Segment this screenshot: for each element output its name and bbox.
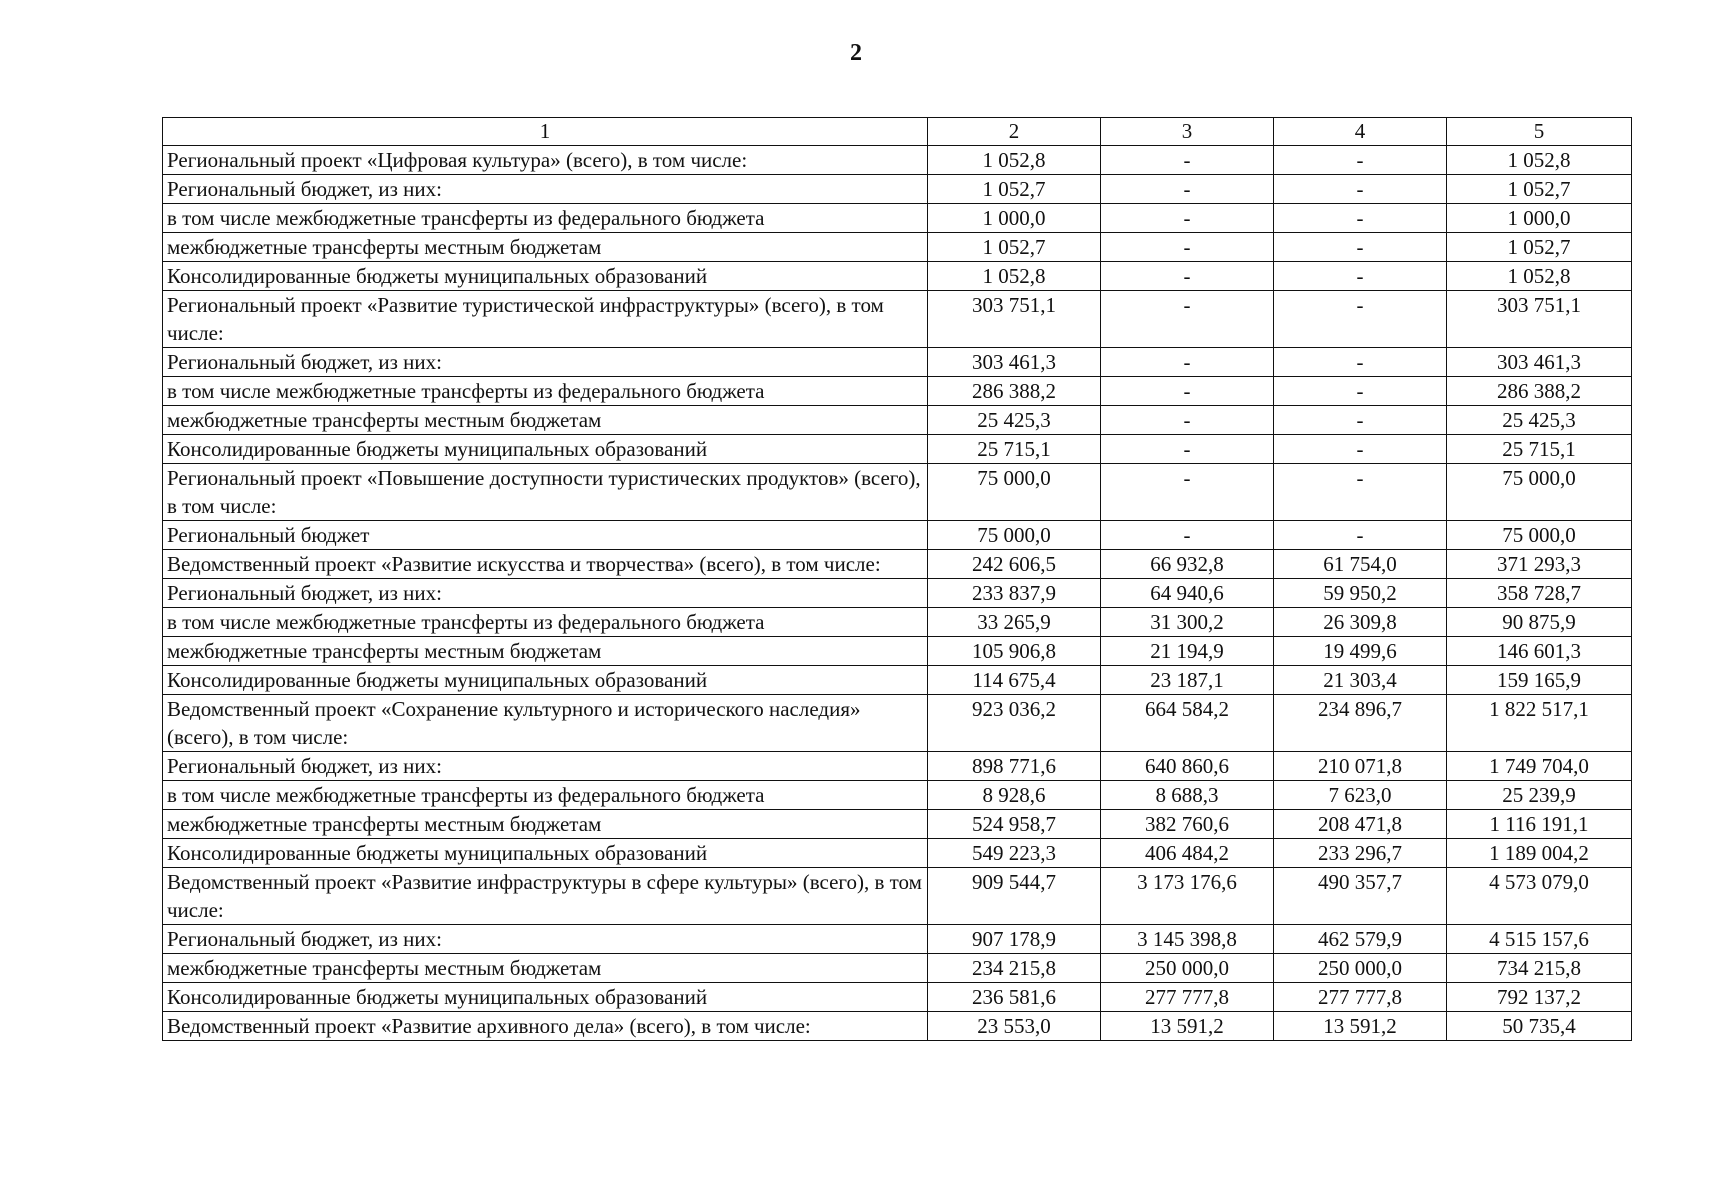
cell-value-col3: - <box>1101 204 1274 233</box>
cell-value-col5: 286 388,2 <box>1447 377 1632 406</box>
cell-value-col4: 7 623,0 <box>1274 781 1447 810</box>
cell-value-col5: 159 165,9 <box>1447 666 1632 695</box>
cell-value-col2: 114 675,4 <box>928 666 1101 695</box>
cell-value-col2: 33 265,9 <box>928 608 1101 637</box>
cell-value-col3: 64 940,6 <box>1101 579 1274 608</box>
row-label: в том числе межбюджетные трансферты из федерального бюджета <box>163 781 928 810</box>
budget-table <box>162 117 1632 1041</box>
cell-value-col4: 59 950,2 <box>1274 579 1447 608</box>
cell-value-col2: 75 000,0 <box>928 464 1101 521</box>
cell-value-col4: - <box>1274 521 1447 550</box>
row-label: Региональный бюджет, из них: <box>163 175 928 204</box>
cell-value-col2: 923 036,2 <box>928 695 1101 752</box>
row-label: Ведомственный проект «Развитие архивного дела» (всего), в том числе: <box>163 1012 928 1041</box>
table-row <box>163 637 1632 666</box>
row-label: Консолидированные бюджеты муниципальных образований <box>163 435 928 464</box>
cell-value-col3: - <box>1101 291 1274 348</box>
row-label: Региональный проект «Повышение доступности туристических продуктов» (всего), в том числе: <box>163 464 928 521</box>
table-row <box>163 781 1632 810</box>
cell-value-col2: 1 052,8 <box>928 146 1101 175</box>
cell-value-col4: 208 471,8 <box>1274 810 1447 839</box>
cell-value-col4: 61 754,0 <box>1274 550 1447 579</box>
cell-value-col3: - <box>1101 233 1274 262</box>
cell-value-col4: 233 296,7 <box>1274 839 1447 868</box>
cell-value-col4: - <box>1274 377 1447 406</box>
cell-value-col5: 25 715,1 <box>1447 435 1632 464</box>
cell-value-col3: - <box>1101 377 1274 406</box>
cell-value-col2: 909 544,7 <box>928 868 1101 925</box>
row-label: межбюджетные трансферты местным бюджетам <box>163 406 928 435</box>
cell-value-col5: 50 735,4 <box>1447 1012 1632 1041</box>
row-label: Ведомственный проект «Развитие инфраструктуры в сфере культуры» (всего), в том числе: <box>163 868 928 925</box>
row-label: в том числе межбюджетные трансферты из федерального бюджета <box>163 204 928 233</box>
cell-value-col2: 25 715,1 <box>928 435 1101 464</box>
table-row <box>163 983 1632 1012</box>
column-header: 4 <box>1274 118 1447 146</box>
cell-value-col4: 490 357,7 <box>1274 868 1447 925</box>
cell-value-col5: 1 189 004,2 <box>1447 839 1632 868</box>
row-label: Региональный бюджет, из них: <box>163 579 928 608</box>
cell-value-col2: 25 425,3 <box>928 406 1101 435</box>
table-row <box>163 1012 1632 1041</box>
cell-value-col5: 303 751,1 <box>1447 291 1632 348</box>
cell-value-col5: 25 425,3 <box>1447 406 1632 435</box>
cell-value-col5: 146 601,3 <box>1447 637 1632 666</box>
cell-value-col2: 233 837,9 <box>928 579 1101 608</box>
cell-value-col2: 8 928,6 <box>928 781 1101 810</box>
cell-value-col4: - <box>1274 262 1447 291</box>
row-label: межбюджетные трансферты местным бюджетам <box>163 954 928 983</box>
cell-value-col3: - <box>1101 521 1274 550</box>
cell-value-col5: 1 822 517,1 <box>1447 695 1632 752</box>
cell-value-col5: 358 728,7 <box>1447 579 1632 608</box>
row-label: Консолидированные бюджеты муниципальных образований <box>163 983 928 1012</box>
cell-value-col4: - <box>1274 291 1447 348</box>
cell-value-col5: 1 052,7 <box>1447 175 1632 204</box>
row-label: Региональный бюджет <box>163 521 928 550</box>
cell-value-col4: 277 777,8 <box>1274 983 1447 1012</box>
table-row <box>163 146 1632 175</box>
row-label: межбюджетные трансферты местным бюджетам <box>163 233 928 262</box>
cell-value-col4: - <box>1274 464 1447 521</box>
row-label: Региональный бюджет, из них: <box>163 752 928 781</box>
column-header: 5 <box>1447 118 1632 146</box>
page-number: 2 <box>850 40 862 66</box>
table-row <box>163 521 1632 550</box>
row-label: Региональный проект «Цифровая культура» (всего), в том числе: <box>163 146 928 175</box>
cell-value-col2: 75 000,0 <box>928 521 1101 550</box>
cell-value-col3: 8 688,3 <box>1101 781 1274 810</box>
cell-value-col5: 734 215,8 <box>1447 954 1632 983</box>
cell-value-col2: 23 553,0 <box>928 1012 1101 1041</box>
cell-value-col3: 277 777,8 <box>1101 983 1274 1012</box>
cell-value-col4: - <box>1274 204 1447 233</box>
cell-value-col4: - <box>1274 406 1447 435</box>
cell-value-col2: 303 751,1 <box>928 291 1101 348</box>
table-row <box>163 752 1632 781</box>
row-label: Консолидированные бюджеты муниципальных образований <box>163 839 928 868</box>
table-header-row <box>163 118 1632 146</box>
row-label: Региональный бюджет, из них: <box>163 925 928 954</box>
row-label: Консолидированные бюджеты муниципальных образований <box>163 262 928 291</box>
row-label: межбюджетные трансферты местным бюджетам <box>163 810 928 839</box>
column-header: 1 <box>163 118 928 146</box>
table-row <box>163 550 1632 579</box>
cell-value-col2: 236 581,6 <box>928 983 1101 1012</box>
table-row <box>163 175 1632 204</box>
table-row <box>163 406 1632 435</box>
table-row <box>163 204 1632 233</box>
cell-value-col5: 1 000,0 <box>1447 204 1632 233</box>
cell-value-col2: 242 606,5 <box>928 550 1101 579</box>
cell-value-col2: 1 052,7 <box>928 175 1101 204</box>
cell-value-col4: - <box>1274 348 1447 377</box>
row-label: Региональный бюджет, из них: <box>163 348 928 377</box>
cell-value-col5: 1 749 704,0 <box>1447 752 1632 781</box>
table-row <box>163 291 1632 348</box>
cell-value-col2: 524 958,7 <box>928 810 1101 839</box>
cell-value-col3: 382 760,6 <box>1101 810 1274 839</box>
cell-value-col5: 4 573 079,0 <box>1447 868 1632 925</box>
cell-value-col3: - <box>1101 406 1274 435</box>
cell-value-col4: 21 303,4 <box>1274 666 1447 695</box>
cell-value-col2: 1 052,8 <box>928 262 1101 291</box>
row-label: в том числе межбюджетные трансферты из федерального бюджета <box>163 608 928 637</box>
table-row <box>163 666 1632 695</box>
cell-value-col3: 3 173 176,6 <box>1101 868 1274 925</box>
cell-value-col3: 250 000,0 <box>1101 954 1274 983</box>
table-row <box>163 435 1632 464</box>
table-row <box>163 810 1632 839</box>
cell-value-col4: - <box>1274 175 1447 204</box>
cell-value-col5: 1 116 191,1 <box>1447 810 1632 839</box>
cell-value-col3: - <box>1101 435 1274 464</box>
cell-value-col4: 234 896,7 <box>1274 695 1447 752</box>
cell-value-col2: 286 388,2 <box>928 377 1101 406</box>
cell-value-col3: 664 584,2 <box>1101 695 1274 752</box>
cell-value-col3: - <box>1101 262 1274 291</box>
cell-value-col4: 210 071,8 <box>1274 752 1447 781</box>
cell-value-col2: 234 215,8 <box>928 954 1101 983</box>
cell-value-col5: 25 239,9 <box>1447 781 1632 810</box>
row-label: Ведомственный проект «Развитие искусства и творчества» (всего), в том числе: <box>163 550 928 579</box>
cell-value-col3: - <box>1101 146 1274 175</box>
cell-value-col3: 31 300,2 <box>1101 608 1274 637</box>
cell-value-col4: 462 579,9 <box>1274 925 1447 954</box>
cell-value-col2: 549 223,3 <box>928 839 1101 868</box>
cell-value-col5: 303 461,3 <box>1447 348 1632 377</box>
table-row <box>163 348 1632 377</box>
cell-value-col3: 3 145 398,8 <box>1101 925 1274 954</box>
table-row <box>163 695 1632 752</box>
table-row <box>163 579 1632 608</box>
cell-value-col5: 1 052,8 <box>1447 262 1632 291</box>
table-row <box>163 608 1632 637</box>
cell-value-col3: 23 187,1 <box>1101 666 1274 695</box>
cell-value-col2: 303 461,3 <box>928 348 1101 377</box>
cell-value-col4: 13 591,2 <box>1274 1012 1447 1041</box>
cell-value-col5: 792 137,2 <box>1447 983 1632 1012</box>
cell-value-col4: - <box>1274 435 1447 464</box>
cell-value-col3: 66 932,8 <box>1101 550 1274 579</box>
cell-value-col5: 1 052,7 <box>1447 233 1632 262</box>
row-label: Ведомственный проект «Сохранение культурного и исторического наследия» (всего), в том числе: <box>163 695 928 752</box>
cell-value-col3: - <box>1101 175 1274 204</box>
cell-value-col5: 90 875,9 <box>1447 608 1632 637</box>
cell-value-col2: 1 000,0 <box>928 204 1101 233</box>
column-header: 3 <box>1101 118 1274 146</box>
row-label: в том числе межбюджетные трансферты из федерального бюджета <box>163 377 928 406</box>
cell-value-col3: 21 194,9 <box>1101 637 1274 666</box>
cell-value-col4: - <box>1274 146 1447 175</box>
table-row <box>163 868 1632 925</box>
table-row <box>163 377 1632 406</box>
table-row <box>163 839 1632 868</box>
cell-value-col5: 75 000,0 <box>1447 521 1632 550</box>
table-row <box>163 464 1632 521</box>
row-label: Региональный проект «Развитие туристической инфраструктуры» (всего), в том числе: <box>163 291 928 348</box>
cell-value-col5: 1 052,8 <box>1447 146 1632 175</box>
cell-value-col4: 26 309,8 <box>1274 608 1447 637</box>
cell-value-col3: - <box>1101 348 1274 377</box>
cell-value-col2: 907 178,9 <box>928 925 1101 954</box>
cell-value-col2: 898 771,6 <box>928 752 1101 781</box>
cell-value-col3: 640 860,6 <box>1101 752 1274 781</box>
cell-value-col2: 105 906,8 <box>928 637 1101 666</box>
table-row <box>163 262 1632 291</box>
row-label: межбюджетные трансферты местным бюджетам <box>163 637 928 666</box>
column-header: 2 <box>928 118 1101 146</box>
cell-value-col3: - <box>1101 464 1274 521</box>
cell-value-col4: 19 499,6 <box>1274 637 1447 666</box>
table-row <box>163 954 1632 983</box>
cell-value-col4: - <box>1274 233 1447 262</box>
row-label: Консолидированные бюджеты муниципальных образований <box>163 666 928 695</box>
cell-value-col5: 75 000,0 <box>1447 464 1632 521</box>
cell-value-col2: 1 052,7 <box>928 233 1101 262</box>
cell-value-col5: 371 293,3 <box>1447 550 1632 579</box>
cell-value-col3: 406 484,2 <box>1101 839 1274 868</box>
cell-value-col4: 250 000,0 <box>1274 954 1447 983</box>
cell-value-col5: 4 515 157,6 <box>1447 925 1632 954</box>
cell-value-col3: 13 591,2 <box>1101 1012 1274 1041</box>
table-row <box>163 925 1632 954</box>
table-row <box>163 233 1632 262</box>
